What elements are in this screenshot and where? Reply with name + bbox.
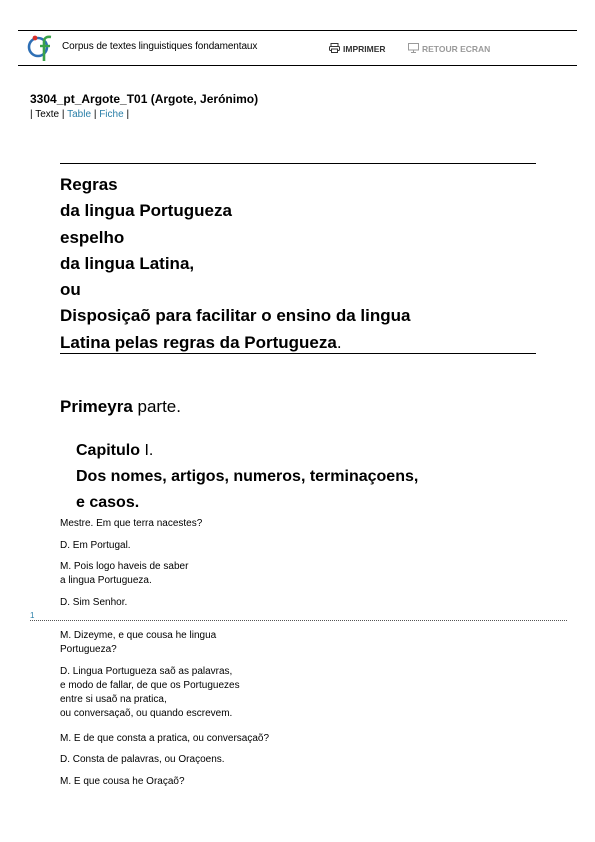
nav-fiche-link[interactable]: Fiche: [99, 109, 124, 120]
header-top-rule: [18, 30, 577, 31]
back-to-screen-button[interactable]: [408, 43, 490, 55]
dialogue-paragraph: M. Dizeyme, e que cousa he lingua Portugueza?: [60, 630, 217, 655]
dialogue-paragraph: M. Pois logo haveis de saber a lingua Portugueza.: [60, 561, 189, 586]
dialogue-paragraph: D. Consta de palavras, ou Oraçoens.: [60, 754, 225, 765]
page-number: 1: [30, 611, 35, 620]
title-top-rule: [60, 163, 536, 164]
header-bottom-rule: [18, 65, 577, 66]
dialogue-paragraph: Mestre. Em que terra nacestes?: [60, 518, 203, 529]
nav-table-link[interactable]: Table: [67, 109, 92, 120]
printer-icon: [329, 43, 340, 55]
dialogue-paragraph: M. E que cousa he Oraçaõ?: [60, 776, 185, 787]
title-line: espelho: [60, 227, 125, 247]
book-title: [60, 172, 410, 356]
page-break-rule: [30, 620, 567, 621]
part-heading: Primeyra parte.: [60, 397, 181, 416]
dialogue-paragraph: D. Lingua Portugueza saõ as palavras, e modo de fallar, de que os Portuguezes entre si usaõ na pratica, ou conversaçaõ, ou quando escrevem.: [60, 666, 240, 719]
document-id: 3304_pt_Argote_T01 (Argote, Jerónimo): [30, 92, 259, 106]
app-title: Corpus de textes linguistiques fondamentaux: [62, 41, 258, 52]
back-label: RETOUR ECRAN: [422, 44, 491, 54]
title-line: da lingua Portugueza: [60, 201, 232, 221]
dialogue-paragraph: D. Em Portugal.: [60, 540, 131, 551]
title-line: Latina pelas regras da Portugueza.: [60, 332, 342, 352]
dialogue-paragraph: D. Sim Senhor.: [60, 597, 128, 608]
dialogue-paragraph: M. E de que consta a pratica, ou conversaçaõ?: [60, 733, 270, 744]
print-label: IMPRIMER: [343, 44, 386, 54]
logo-icon: [26, 34, 56, 62]
chapter-heading: Capitulo I. Dos nomes, artigos, numeros, terminaçoens, e casos.: [76, 442, 419, 511]
title-bottom-rule: [60, 353, 536, 354]
print-button[interactable]: [329, 43, 386, 55]
title-line: ou: [60, 280, 81, 300]
monitor-icon: [408, 43, 419, 55]
title-line: Regras: [60, 175, 118, 194]
nav-texte: Texte: [35, 109, 60, 120]
title-line: da lingua Latina,: [60, 253, 195, 273]
document-nav: | Texte | Table | Fiche |: [30, 109, 130, 120]
title-line: Disposiçaõ para facilitar o ensino da lingua: [60, 306, 411, 326]
